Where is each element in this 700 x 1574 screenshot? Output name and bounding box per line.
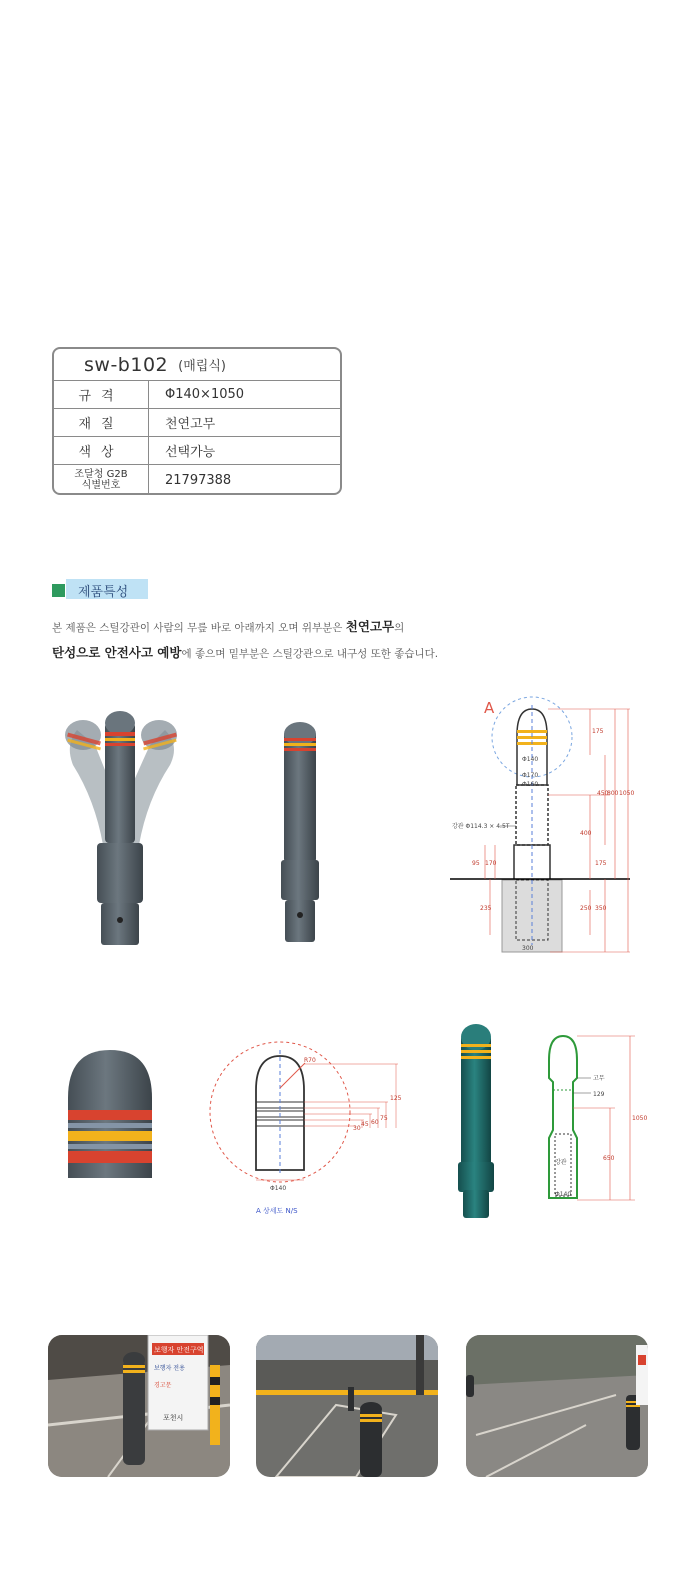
dim-1050: 1050 <box>619 790 635 797</box>
spec-row-color <box>54 437 340 465</box>
spec-label-line1: 조달청 G2B <box>74 469 128 480</box>
dim-235: 235 <box>480 905 492 912</box>
dim-95: 95 <box>472 860 480 867</box>
sign-line-1: 보행자 전용 <box>154 1365 185 1372</box>
spec-row-size <box>54 381 340 409</box>
features-heading-text: 제품특성 <box>78 585 129 600</box>
dim-height-pipe: 650 <box>603 1155 615 1162</box>
dim-d170: Φ170 <box>522 772 539 779</box>
dim-r70: R70 <box>304 1057 316 1064</box>
spec-value: Φ140×1050 <box>165 387 245 402</box>
spec-row-material <box>54 409 340 437</box>
feature-text: 의 <box>394 622 405 634</box>
bollard-teal-image <box>455 1022 497 1222</box>
feature-bold: 탄성으로 안전사고 예방 <box>52 645 182 660</box>
dim-125: 125 <box>390 1095 402 1102</box>
sign-footer: 포천시 <box>163 1414 184 1422</box>
spec-value: 21797388 <box>165 472 232 488</box>
pipe-label: 강관 <box>555 1159 567 1166</box>
dim-d140: Φ140 <box>270 1185 287 1192</box>
dim-800: 800 <box>607 790 619 797</box>
spec-label: 재질 <box>54 409 149 436</box>
bollard-flex-image <box>55 705 190 950</box>
detail-caption: A 상세도 N/S <box>256 1207 298 1215</box>
dim-d160: Φ160 <box>522 781 539 788</box>
install-type: (매립식) <box>178 359 226 374</box>
dim-d140: Φ140 <box>522 756 539 763</box>
bollard-upright-image <box>278 720 323 945</box>
spec-title-row <box>54 349 340 381</box>
dim-450: 450 <box>597 790 609 797</box>
sign-line-2: 경고문 <box>154 1382 172 1389</box>
feature-line-1 <box>52 617 404 635</box>
installation-photo-2 <box>256 1335 438 1477</box>
pipe-label: 강관 Φ114.3 × 4.5T <box>452 823 510 830</box>
features-heading <box>52 579 148 599</box>
installation-photo-3 <box>466 1335 648 1477</box>
spec-label: 색상 <box>54 437 149 464</box>
technical-drawing-section <box>535 1030 650 1210</box>
dim-30: 30 <box>353 1125 361 1132</box>
spec-value: 천연고무 <box>165 417 216 432</box>
dim-45: 45 <box>361 1121 369 1128</box>
base-width: 300 <box>522 945 534 952</box>
spec-table <box>52 347 342 495</box>
dim-350: 350 <box>595 905 607 912</box>
bollard-head-closeup-image <box>66 1048 156 1183</box>
spec-label-g2b <box>54 465 149 495</box>
feature-bold: 천연고무 <box>345 619 395 634</box>
detail-label-a: A <box>484 699 495 717</box>
feature-text: 본 제품은 스틸강관이 사람의 무릎 바로 아래까지 오며 위부분은 <box>52 622 346 634</box>
spec-value: 선택가능 <box>165 445 216 460</box>
feature-line-2 <box>52 643 438 661</box>
dim-170: 170 <box>485 860 497 867</box>
spec-label: 규격 <box>54 381 149 408</box>
dim-175-top: 175 <box>592 728 604 735</box>
model-name: sw-b102 <box>84 353 169 376</box>
dim-400: 400 <box>580 830 592 837</box>
dim-75: 75 <box>380 1115 388 1122</box>
dim-250: 250 <box>580 905 592 912</box>
dim-60: 60 <box>371 1119 379 1126</box>
dim-d140: Φ140 <box>555 1191 572 1198</box>
spec-row-g2b <box>54 465 340 495</box>
technical-drawing-main <box>450 695 650 957</box>
sign-title: 보행자 안전구역 <box>154 1346 204 1354</box>
dim-129: 129 <box>593 1091 605 1098</box>
spec-label-line2: 식별번호 <box>81 480 121 491</box>
technical-drawing-detail-a <box>208 1030 408 1218</box>
installation-photo-1 <box>48 1335 230 1477</box>
heading-square-icon <box>52 584 65 597</box>
dim-175-mid: 175 <box>595 860 607 867</box>
feature-text: 에 좋으며 밑부분은 스틸강관으로 내구성 또한 좋습니다. <box>181 648 439 660</box>
dim-height-total: 1050 <box>632 1115 648 1122</box>
rubber-label: 고무 <box>593 1075 605 1082</box>
